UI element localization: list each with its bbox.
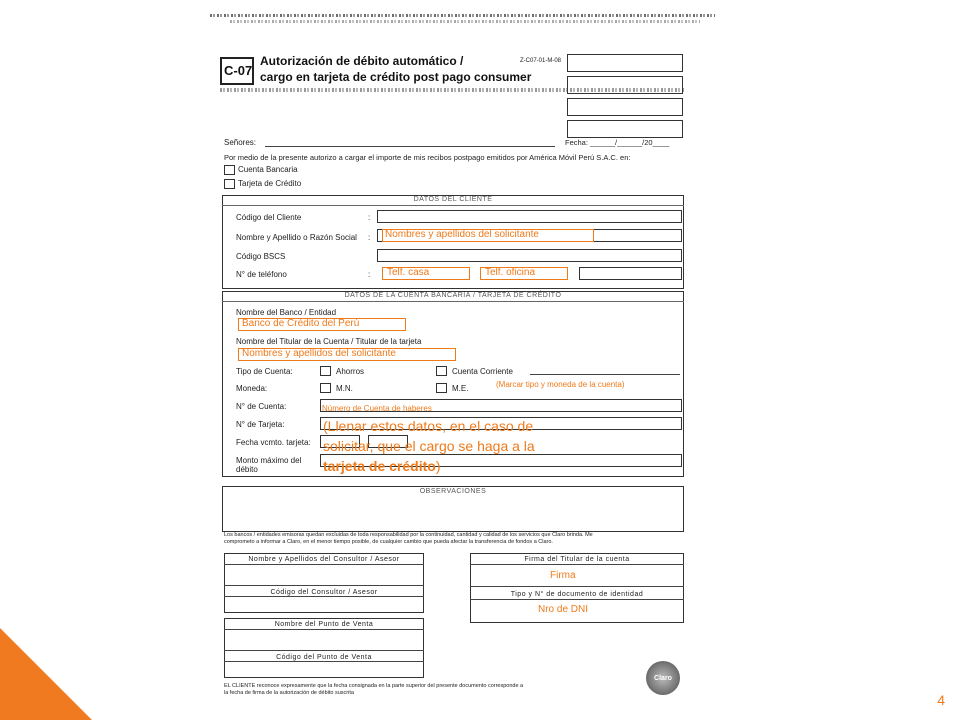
senores-label: Señores: xyxy=(224,138,257,147)
annot-nombres-titular: Nombres y apellidos del solicitante xyxy=(242,348,396,359)
annot-dni: Nro de DNI xyxy=(538,604,589,615)
senores-line xyxy=(265,146,555,147)
disclaimer-1: Los bancos / entidades emisoras quedan excluidas de toda responsabilidad por la continuidad, cantidad y calidad de los servicios que Claro brinda. Me xyxy=(224,532,593,538)
annot-telf-casa: Telf. casa xyxy=(387,267,430,278)
annot-llenar-3-end: ) xyxy=(435,458,441,474)
colon-2: : xyxy=(368,233,371,242)
checkbox-corriente[interactable] xyxy=(436,366,447,376)
num-tarjeta-label: N° de Tarjeta: xyxy=(236,420,285,429)
moneda-label: Moneda: xyxy=(236,384,268,393)
intro-text: Por medio de la presente autorizo a cargar el importe de mis recibos postpago emitidos por América Móvil Perú S.A.C. en: xyxy=(224,153,631,162)
tipo-doc-label: Tipo y N° de documento de identidad xyxy=(510,591,644,598)
checkbox-me[interactable] xyxy=(436,383,447,393)
cliente-header-line xyxy=(222,205,684,206)
annot-llenar-1: (Llenar estos datos, en el caso de xyxy=(323,418,534,434)
telefono-label: N° de teléfono xyxy=(236,270,287,279)
consultor-divider-3 xyxy=(224,596,424,597)
punto-nombre-label: Nombre del Punto de Venta xyxy=(274,621,374,628)
cuenta-header: DATOS DE LA CUENTA BANCARIA / TARJETA DE CRÉDITO xyxy=(344,292,562,299)
scan-header-noise xyxy=(210,14,715,17)
me-label: M.E. xyxy=(452,384,469,393)
corriente-label: Cuenta Corriente xyxy=(452,367,513,376)
top-right-box-1[interactable] xyxy=(567,54,683,72)
checkbox-ahorros[interactable] xyxy=(320,366,331,376)
annot-banco: Banco de Crédito del Perú xyxy=(242,318,360,329)
punto-divider-2 xyxy=(224,650,424,651)
annot-llenar-3-bold: tarjeta de crédito xyxy=(323,458,436,474)
annot-telf-oficina: Telf. oficina xyxy=(485,267,536,278)
consultor-codigo-label: Código del Consultor / Asesor xyxy=(270,589,378,596)
mn-label: M.N. xyxy=(336,384,353,393)
form-code: C-07 xyxy=(224,63,253,78)
checkbox-mn[interactable] xyxy=(320,383,331,393)
punto-codigo-label: Código del Punto de Venta xyxy=(276,654,372,661)
scan-header-noise-2 xyxy=(230,20,700,23)
nombre-cliente-label: Nombre y Apellido o Razón Social xyxy=(236,233,357,242)
codigo-cliente-label: Código del Cliente xyxy=(236,213,302,222)
monto-label-1: Monto máximo del xyxy=(236,456,302,465)
top-right-box-2[interactable] xyxy=(567,76,683,94)
colon-3: : xyxy=(368,270,371,279)
form-title-1: Autorización de débito automático / xyxy=(260,54,464,68)
top-right-box-3[interactable] xyxy=(567,98,683,116)
cuenta-header-line xyxy=(222,301,684,302)
option-tarjeta-label: Tarjeta de Crédito xyxy=(238,179,302,188)
annot-firma: Firma xyxy=(550,570,576,581)
num-cuenta-label: N° de Cuenta: xyxy=(236,402,287,411)
telefono-field-3[interactable] xyxy=(579,267,682,280)
firma-divider-1 xyxy=(470,564,684,565)
corner-triangle-decoration xyxy=(0,628,92,720)
titular-label: Nombre del Titular de la Cuenta / Titular de la tarjeta xyxy=(236,337,422,346)
annot-marcar: (Marcar tipo y moneda de la cuenta) xyxy=(496,380,625,389)
punto-divider-1 xyxy=(224,629,424,630)
punto-divider-3 xyxy=(224,661,424,662)
firma-divider-2 xyxy=(470,586,684,587)
ahorros-label: Ahorros xyxy=(336,367,365,376)
monto-label-2: débito xyxy=(236,465,258,474)
top-right-box-4[interactable] xyxy=(567,120,683,138)
tipo-cuenta-line xyxy=(530,374,680,375)
claro-seal-text: Claro xyxy=(654,674,672,682)
checkbox-tarjeta-credito[interactable] xyxy=(224,179,235,189)
firma-titular-label: Firma del Titular de la cuenta xyxy=(524,556,630,563)
firma-divider-3 xyxy=(470,599,684,600)
footer-1: EL CLIENTE reconoce expresamente que la fecha consignada en la parte superior del presente documento corresponde a xyxy=(224,683,524,689)
form-ref-code: Z-C07-01-M-08 xyxy=(520,58,562,64)
annot-llenar-3 xyxy=(323,459,441,473)
codigo-cliente-field[interactable] xyxy=(377,210,682,223)
consultor-divider-2 xyxy=(224,585,424,586)
tipo-cuenta-label: Tipo de Cuenta: xyxy=(236,367,293,376)
annot-nombres-cliente: Nombres y apellidos del solicitante xyxy=(385,229,539,240)
claro-seal-icon xyxy=(646,661,680,695)
bscs-label: Código BSCS xyxy=(236,252,286,261)
observaciones-header: OBSERVACIONES xyxy=(419,488,487,495)
footer-2: la fecha de firma de la autorización de débito suscrita xyxy=(224,690,354,696)
vcto-label: Fecha vcmto. tarjeta: xyxy=(236,438,311,447)
consultor-nombre-label: Nombre y Apellidos del Consultor / Asesor xyxy=(248,556,400,563)
page-number: 4 xyxy=(937,692,945,708)
checkbox-cuenta-bancaria[interactable] xyxy=(224,165,235,175)
option-cuenta-label: Cuenta Bancaria xyxy=(238,165,298,174)
annot-llenar-2: solicitar, que el cargo se haga a la xyxy=(323,438,535,454)
scanned-form xyxy=(210,8,740,720)
banco-label: Nombre del Banco / Entidad xyxy=(236,308,337,317)
colon-1: : xyxy=(368,213,371,222)
form-title-2: cargo en tarjeta de crédito post pago consumer xyxy=(260,70,532,84)
annot-num-cuenta: Número de Cuenta de haberes xyxy=(322,404,432,413)
disclaimer-2: comprometo a informar a Claro, en el menor tiempo posible, de cualquier cambio que pueda afectar la transferencia de fondos a Claro. xyxy=(224,539,553,545)
consultor-divider-1 xyxy=(224,564,424,565)
bscs-field[interactable] xyxy=(377,249,682,262)
fecha-label: Fecha: ______/______/20____ xyxy=(565,138,670,147)
cliente-header: DATOS DEL CLIENTE xyxy=(413,196,493,203)
